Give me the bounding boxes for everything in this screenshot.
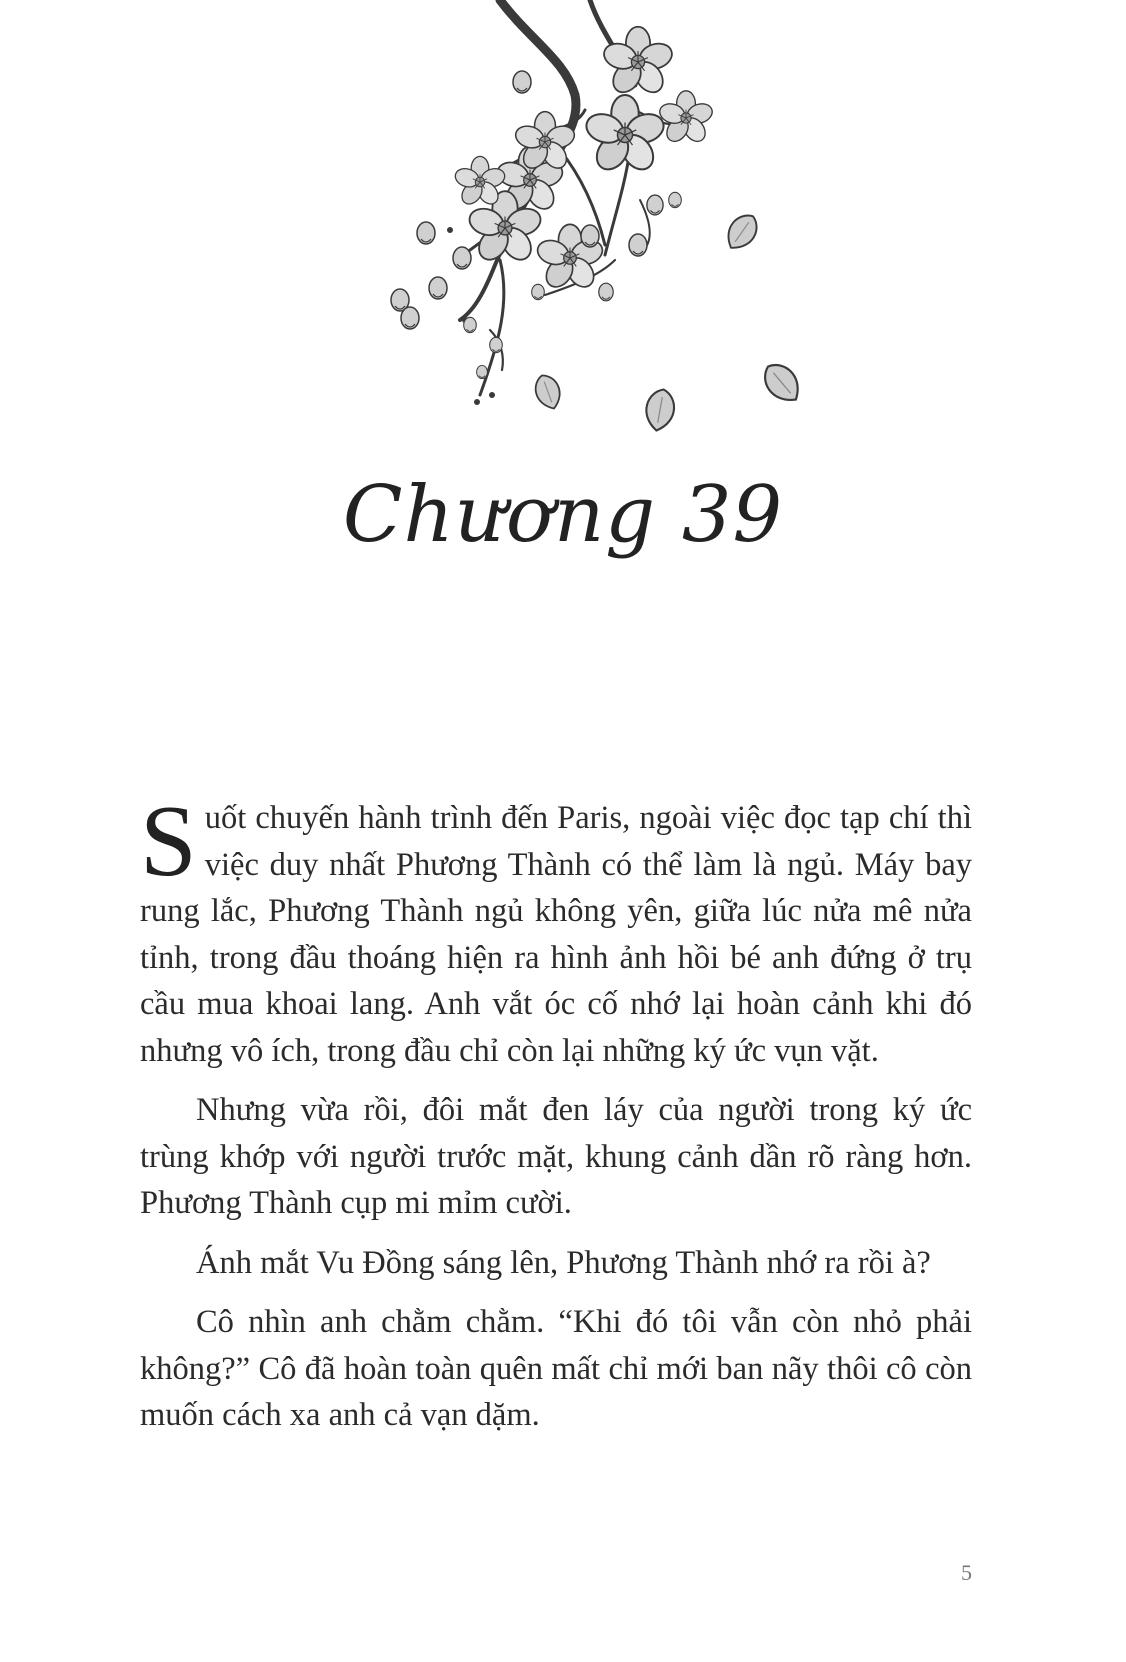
chapter-title: Chương 39: [342, 470, 784, 560]
drop-cap: S: [140, 785, 197, 898]
paragraph: Cô nhìn anh chằm chằm. “Khi đó tôi vẫn còn nhỏ phải không?” Cô đã hoàn toàn quên mất chỉ mới ban nãy thôi cô còn muốn cách xa anh cả vạn dặm.: [140, 1304, 972, 1433]
paragraph: Ánh mắt Vu Đồng sáng lên, Phương Thành nhớ ra rồi à?: [196, 1244, 931, 1281]
paragraph-text: uốt chuyến hành trình đến Paris, ngoài việc đọc tạp chí thì việc duy nhất Phương Thành có thể làm là ngủ. Máy bay rung lắc, Phương Thành ngủ không yên, giữa lúc nửa mê nửa tỉnh, trong đầu thoáng hiện ra hình ảnh hồi bé anh đứng ở trụ cầu mua khoai lang. Anh vắt óc cố nhớ lại hoàn cảnh khi đó nhưng vô ích, trong đầu chỉ còn lại những ký ức vụn vặt.: [140, 800, 972, 1069]
paragraph: [140, 785, 972, 1074]
page-number: 5: [961, 1560, 972, 1585]
chapter-body: [140, 785, 972, 1452]
cherry-blossom-branch-icon: [380, 0, 880, 470]
paragraph: Nhưng vừa rồi, đôi mắt đen láy của người trong ký ức trùng khớp với người trước mặt, khung cảnh dần rõ ràng hơn. Phương Thành cụp mi mỉm cười.: [140, 1092, 972, 1221]
